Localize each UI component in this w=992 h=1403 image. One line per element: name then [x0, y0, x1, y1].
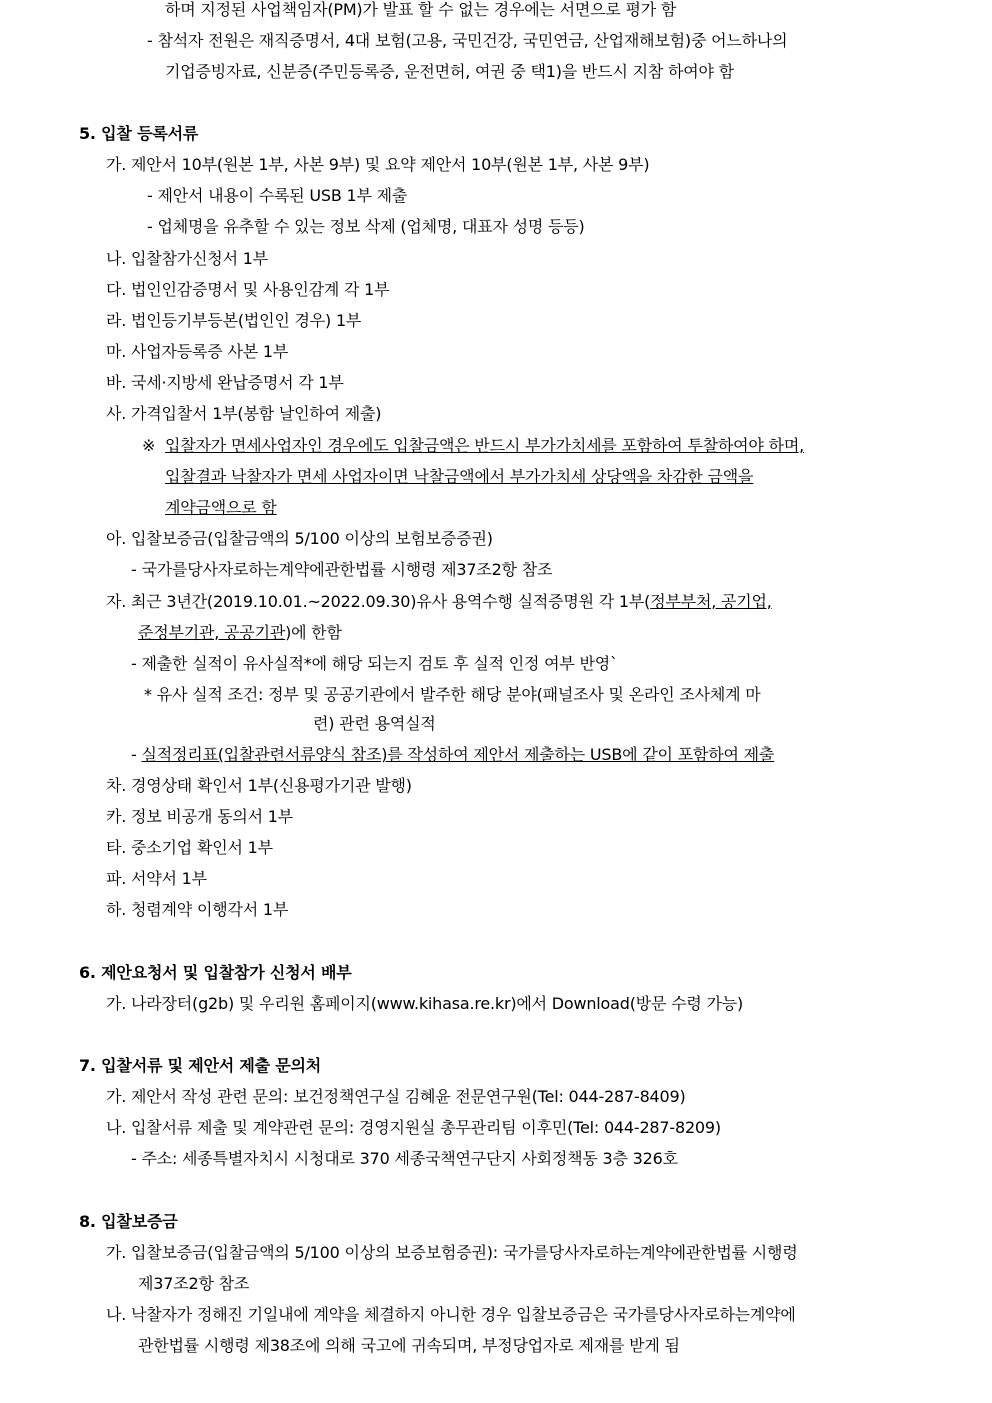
- s5-item-ja-sub3-text: 실적정리표(입찰관련서류양식 참조)를 작성하여 제안서 제출하는 USB에 같이 포함하여 제출: [141, 745, 775, 764]
- s5-item-ra: 라. 법인등기부등본(법인인 경우) 1부: [106, 311, 362, 330]
- s6-item-ga: 가. 나라장터(g2b) 및 우리원 홈페이지(www.kihasa.re.kr)에서 Download(방문 수령 가능): [106, 994, 744, 1013]
- s5-item-na: 나. 입찰참가신청서 1부: [106, 249, 268, 268]
- s5-item-ja-cont: [138, 623, 342, 643]
- s5-item-cha: 차. 경영상태 확인서 1부(신용평가기관 발행): [106, 776, 412, 795]
- s5-sa-note-3: 계약금액으로 함: [165, 498, 277, 517]
- s5-item-ba: 바. 국세·지방세 완납증명서 각 1부: [106, 373, 344, 392]
- s5-item-ha: 하. 청렴계약 이행각서 1부: [106, 900, 289, 919]
- s5-item-ja-text: 자. 최근 3년간(2019.10.01.~2022.09.30)유사 용역수행 실적증명원 각 1부(: [106, 592, 651, 611]
- section-6-title: 6. 제안요청서 및 입찰참가 신청서 배부: [79, 963, 352, 982]
- section-7-title: 7. 입찰서류 및 제안서 제출 문의처: [79, 1056, 321, 1075]
- s8-item-na-2: 관한법률 시행령 제38조에 의해 국고에 귀속되며, 부정당업자로 제재를 받게 됨: [138, 1336, 680, 1355]
- s5-item-da: 다. 법인인감증명서 및 사용인감계 각 1부: [106, 280, 390, 299]
- s5-item-ga: 가. 제안서 10부(원본 1부, 사본 9부) 및 요약 제안서 10부(원본 1부, 사본 9부): [106, 155, 650, 174]
- s5-item-ka: 카. 정보 비공개 동의서 1부: [106, 807, 293, 826]
- s5-item-ja-end: )에 한함: [285, 623, 342, 642]
- s5-item-ga-sub2: - 업체명을 유추할 수 있는 정보 삭제 (업체명, 대표자 성명 등등): [147, 217, 585, 236]
- intro-line-3: 기업증빙자료, 신분증(주민등록증, 운전면허, 여권 중 택1)을 반드시 지참 하여야 함: [165, 62, 734, 81]
- s5-item-ja-condition-2: 련) 관련 용역실적: [313, 714, 436, 733]
- s5-item-ja-sub1: - 제출한 실적이 유사실적*에 해당 되는지 검토 후 실적 인정 여부 반영`: [131, 654, 618, 673]
- s5-item-ja-sub3: [131, 745, 774, 765]
- s5-item-sa: 사. 가격입찰서 1부(봉함 날인하여 제출): [106, 404, 382, 423]
- s7-item-ga: 가. 제안서 작성 관련 문의: 보건정책연구실 김혜윤 전문연구원(Tel: 044-287-8409): [106, 1087, 686, 1106]
- s8-item-ga-1: 가. 입찰보증금(입찰금액의 5/100 이상의 보증보험증권): 국가를당사자로하는계약에관한법률 시행령: [106, 1243, 798, 1262]
- s5-item-pa: 파. 서약서 1부: [106, 869, 207, 888]
- s5-item-ga-sub1: - 제안서 내용이 수록된 USB 1부 제출: [147, 186, 408, 205]
- note-mark: ※: [142, 436, 156, 455]
- s5-item-a: 아. 입찰보증금(입찰금액의 5/100 이상의 보험보증증권): [106, 529, 493, 548]
- s5-sa-note-2: 입찰결과 낙찰자가 면세 사업자이면 낙찰금액에서 부가가치세 상당액을 차감한 금액을: [165, 467, 754, 486]
- s5-item-ja-agencies-1: 정부부처, 공기업,: [650, 592, 772, 611]
- s5-item-ja-condition-1: * 유사 실적 조건: 정부 및 공공기관에서 발주한 해당 분야(패널조사 및 온라인 조사체계 마: [144, 685, 761, 704]
- dash: -: [131, 745, 137, 764]
- s5-item-ja-agencies-2: 준정부기관, 공공기관: [138, 623, 286, 642]
- s5-item-ta: 타. 중소기업 확인서 1부: [106, 838, 273, 857]
- s8-item-na-1: 나. 낙찰자가 정해진 기일내에 계약을 체결하지 아니한 경우 입찰보증금은 국가를당사자로하는계약에: [106, 1305, 796, 1324]
- s5-item-ja: [106, 592, 772, 612]
- section-8-title: 8. 입찰보증금: [79, 1212, 178, 1231]
- s5-sa-note-1: 입찰자가 면세사업자인 경우에도 입찰금액은 반드시 부가가치세를 포함하여 투찰하여야 하며,: [165, 436, 804, 455]
- s7-item-na: 나. 입찰서류 제출 및 계약관련 문의: 경영지원실 총무관리팀 이후민(Tel: 044-287-8209): [106, 1118, 721, 1137]
- s8-item-ga-2: 제37조2항 참조: [138, 1274, 250, 1293]
- s5-item-a-sub1: - 국가를당사자로하는계약에관한법률 시행령 제37조2항 참조: [131, 560, 553, 579]
- s5-item-ma: 마. 사업자등록증 사본 1부: [106, 342, 289, 361]
- s7-item-na-address: - 주소: 세종특별자치시 시청대로 370 세종국책연구단지 사회정책동 3층 326호: [131, 1149, 678, 1168]
- intro-line-1: 하며 지정된 사업책임자(PM)가 발표 할 수 없는 경우에는 서면으로 평가 함: [165, 0, 677, 19]
- section-5-title: 5. 입찰 등록서류: [79, 124, 199, 143]
- intro-line-2: - 참석자 전원은 재직증명서, 4대 보험(고용, 국민건강, 국민연금, 산업재해보험)중 어느하나의: [147, 31, 788, 50]
